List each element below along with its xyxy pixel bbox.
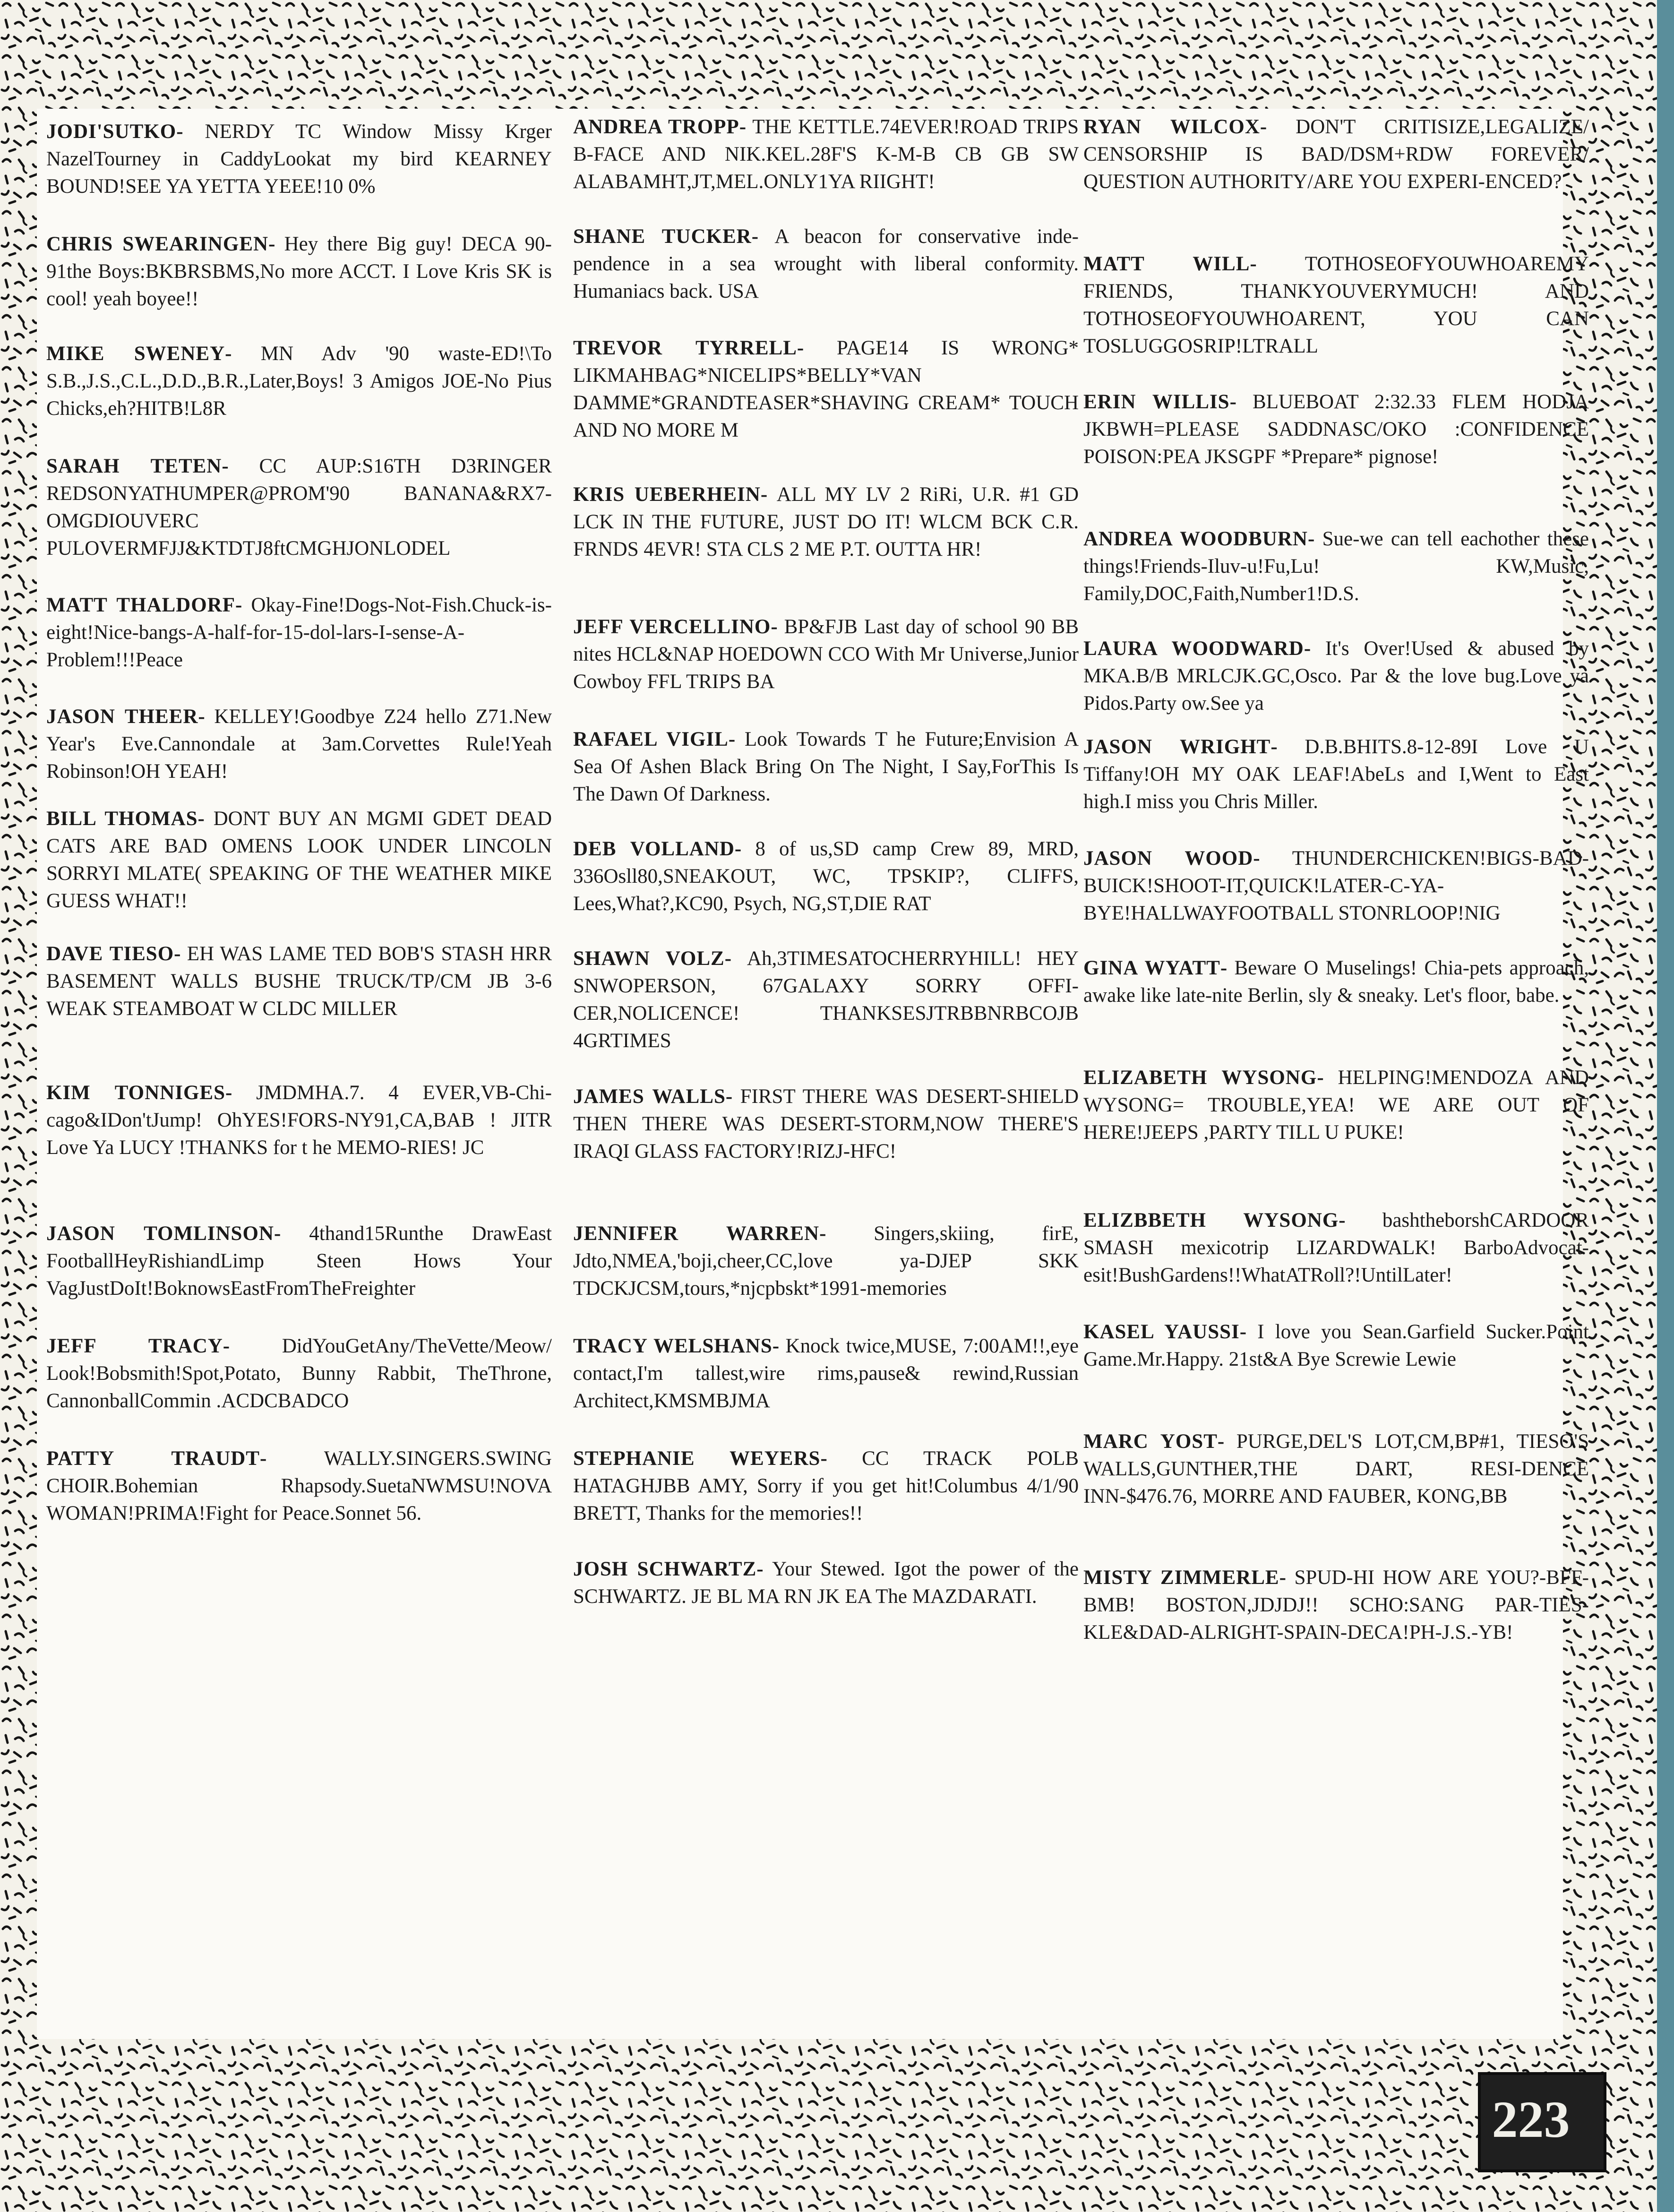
entry-andrea-tropp: ANDREA TROPP- THE KETTLE.74EVER!ROAD TRIPS B-FACE AND NIK.KEL.28F'S K-M-B CB GB SW ALABAMHT,JT,MEL.ONLY1YA RIIGHT! [573, 116, 1079, 193]
entry-dave-tieso: DAVE TIESO- EH WAS LAME TED BOB'S STASH HRR BASEMENT WALLS BUSHE TRUCK/TP/CM JB 3-6 WEAK STEAMBOAT W CLDC MILLER [46, 943, 552, 1020]
entry-patty-traudt: PATTY TRAUDT- WALLY.SINGERS.SWING CHOIR.Bohemian Rhapsody.SuetaNWMSU!NOVA WOMAN!PRIMA!Fight for Peace.Sonnet 56. [46, 1447, 552, 1524]
entry-andrea-woodburn: ANDREA WOODBURN- Sue-we can tell eachother these things!Friends-Iluv-u!Fu,Lu! KW,Music, Family,DOC,Faith,Number1!D.S. [1083, 528, 1589, 605]
entry-jeff-tracy: JEFF TRACY- DidYouGetAny/TheVette/Meow/ Look!Bobsmith!Spot,Potato, Bunny Rabbit, TheThrone, CannonballCommin .ACDCBADCO [46, 1335, 552, 1412]
entry-ryan-wilcox: RYAN WILCOX- DON'T CRITISIZE,LEGALIZE/ CENSORSHIP IS BAD/DSM+RDW FOREVER/ QUESTION AUTHORITY/ARE YOU EXPERI-ENCED? [1083, 116, 1589, 193]
entry-jason-tomlinson: JASON TOMLINSON- 4thand15Runthe DrawEast FootballHeyRishiandLimp Steen Hows Your VagJustDoIt!BoknowsEastFromTheFreighter [46, 1222, 552, 1300]
entry-deb-volland: DEB VOLLAND- 8 of us,SD camp Crew 89, MRD, 336Osll80,SNEAKOUT, WC, TPSKIP?, CLIFFS, Lees,What?,KC90, Psych, NG,ST,DIE RAT [573, 838, 1079, 915]
entry-kris-ueberhein: KRIS UEBERHEIN- ALL MY LV 2 RiRi, U.R. #1 GD LCK IN THE FUTURE, JUST DO IT! WLCM BCK C.R. FRNDS 4EVR! STA CLS 2 ME P.T. OUTTA HR! [573, 483, 1079, 560]
entry-james-walls: JAMES WALLS- FIRST THERE WAS DESERT-SHIELD THEN THERE WAS DESERT-STORM,NOW THERE'S IRAQI GLASS FACTORY!RIZJ-HFC! [573, 1085, 1079, 1162]
entry-bill-thomas: BILL THOMAS- DONT BUY AN MGMI GDET DEAD CATS ARE BAD OMENS LOOK UNDER LINCOLN SORRYI MLATE( SPEAKING OF THE WEATHER MIKE GUESS WHAT!! [46, 808, 552, 912]
entry-jennifer-warren: JENNIFER WARREN- Singers,skiing, firE, Jdto,NMEA,'boji,cheer,CC,love ya-DJEP SKK TDCKJCSM,tours,*njcpbskt*1991-memories [573, 1222, 1079, 1300]
entry-shawn-volz: SHAWN VOLZ- Ah,3TIMESATOCHERRYHILL! HEY SNWOPERSON, 67GALAXY SORRY OFFI-CER,NOLICENCE! THANKSESJTRBBNRBCOJB 4GRTIMES [573, 947, 1079, 1052]
entry-elizabeth-wysong: ELIZABETH WYSONG- HELPING!MENDOZA AND WYSONG= TROUBLE,YEA! WE ARE OUT OF HERE!JEEPS ,PARTY TILL U PUKE! [1083, 1067, 1589, 1144]
entry-matt-will: MATT WILL- TOTHOSEOFYOUWHOAREMY FRIENDS, THANKYOUVERYMUCH! AND TOTHOSEOFYOUWHOARENT, YOU CAN TOSLUGGOSRIP!LTRALL [1083, 253, 1589, 357]
entry-jodi-sutko: JODI'SUTKO- NERDY TC Window Missy Krger NazelTourney in CaddyLookat my bird KEARNEY BOUND!SEE YA YETTA YEEE!10 0% [46, 120, 552, 198]
entry-jason-wood: JASON WOOD- THUNDERCHICKEN!BIGS-BAD-BUICK!SHOOT-IT,QUICK!LATER-C-YA-BYE!HALLWAYFOOTBALL STONRLOOP!NIG [1083, 847, 1589, 924]
entry-matt-thaldorf: MATT THALDORF- Okay-Fine!Dogs-Not-Fish.Chuck-is-eight!Nice-bangs-A-half-for-15-dol-lars-I-sense-A-Problem!!!Peace [46, 594, 552, 671]
entry-jason-theer: JASON THEER- KELLEY!Goodbye Z24 hello Z71.New Year's Eve.Cannondale at 3am.Corvettes Rule!Yeah Robinson!OH YEAH! [46, 706, 552, 783]
entry-mike-sweney: MIKE SWENEY- MN Adv '90 waste-ED!\To S.B.,J.S.,C.L.,D.D.,B.R.,Later,Boys! 3 Amigos JOE-No Pius Chicks,eh?HITB!L8R [46, 343, 552, 420]
entry-misty-zimmerle: MISTY ZIMMERLE- SPUD-HI HOW ARE YOU?-BFF-BMB! BOSTON,JDJDJ!! SCHO:SANG PAR-TIES-KLE&DAD-ALRIGHT-SPAIN-DECA!PH-J.S.-YB! [1083, 1566, 1589, 1644]
entry-jeff-vercellino: JEFF VERCELLINO- BP&FJB Last day of school 90 BB nites HCL&NAP HOEDOWN CCO With Mr Universe,Junior Cowboy FFL TRIPS BA [573, 616, 1079, 693]
entry-kasel-yaussi: KASEL YAUSSI- I love you Sean.Garfield Sucker.Point Game.Mr.Happy. 21st&A Bye Screwie Lewie [1083, 1321, 1589, 1370]
entry-erin-willis: ERIN WILLIS- BLUEBOAT 2:32.33 FLEM HODJA JKBWH=PLEASE SADDNASC/OKO :CONFIDENCE POISON:PEA JKSGPF *Prepare* pignose! [1083, 391, 1589, 468]
entry-laura-woodward: LAURA WOODWARD- It's Over!Used & abused by MKA.B/B MRLCJK.GC,Osco. Par & the love bug.Love ya Pidos.Party ow.See ya [1083, 637, 1589, 714]
entry-tracy-welshans: TRACY WELSHANS- Knock twice,MUSE, 7:00AM!!,eye contact,I'm tallest,wire rims,pause& rewind,Russian Architect,KMSMBJMA [573, 1335, 1079, 1412]
entry-josh-schwartz: JOSH SCHWARTZ- Your Stewed. Igot the power of the SCHWARTZ. JE BL MA RN JK EA The MAZDARATI. [573, 1558, 1079, 1608]
entry-shane-tucker: SHANE TUCKER- A beacon for conservative inde-pendence in a sea wrought with liberal conformity. Humaniacs back. USA [573, 225, 1079, 302]
binding-edge [1657, 0, 1674, 2212]
entry-marc-yost: MARC YOST- PURGE,DEL'S LOT,CM,BP#1, TIESO'S WALLS,GUNTHER,THE DART, RESI-DENCE INN-$476.76, MORRE AND FAUBER, KONG,BB [1083, 1430, 1589, 1507]
page-number: 223 [1492, 2091, 1570, 2148]
entry-chris-swearingen: CHRIS SWEARINGEN- Hey there Big guy! DECA 90-91the Boys:BKBRSBMS,No more ACCT. I Love Kris SK is cool! yeah boyee!! [46, 233, 552, 310]
entry-trevor-tyrrell: TREVOR TYRRELL- PAGE14 IS WRONG* LIKMAHBAG*NICELIPS*BELLY*VAN DAMME*GRANDTEASER*SHAVING CREAM* TOUCH AND NO MORE M [573, 337, 1079, 441]
entry-gina-wyatt: GINA WYATT- Beware O Muselings! Chia-pets approach, awake like late-nite Berlin, sly & sneaky. Let's floor, babe. [1083, 957, 1589, 1007]
senior-messages-panel [37, 109, 1589, 2039]
entry-elizbbeth-wysong: ELIZBBETH WYSONG- bashtheborshCARDOOR SMASH mexicotrip LIZARDWALK! BarboAdvocat-esit!BushGardens!!WhatATRoll?!UntilLater! [1083, 1209, 1589, 1286]
entry-rafael-vigil: RAFAEL VIGIL- Look Towards T he Future;Envision A Sea Of Ashen Black Bring On The Night, I Say,ForThis Is The Dawn Of Darkness. [573, 728, 1079, 805]
entry-jason-wright: JASON WRIGHT- D.B.BHITS.8-12-89I Love U Tiffany!OH MY OAK LEAF!AbeLs and I,Went to East high.I miss you Chris Miller. [1083, 736, 1589, 813]
entry-sarah-teten: SARAH TETEN- CC AUP:S16TH D3RINGER REDSONYATHUMPER@PROM'90 BANANA&RX7-OMGDIOUVERC PULOVERMFJJ&KTDTJ8ftCMGHJONLODEL [46, 455, 552, 559]
entry-stephanie-weyers: STEPHANIE WEYERS- CC TRACK POLB HATAGHJBB AMY, Sorry if you get hit!Columbus 4/1/90 BRETT, Thanks for the memories!! [573, 1447, 1079, 1524]
entry-kim-tonniges: KIM TONNIGES- JMDMHA.7. 4 EVER,VB-Chi-cago&IDon'tJump! OhYES!FORS-NY91,CA,BAB ! JITR Love Ya LUCY !THANKS for t he MEMO-RIES! JC [46, 1082, 552, 1159]
